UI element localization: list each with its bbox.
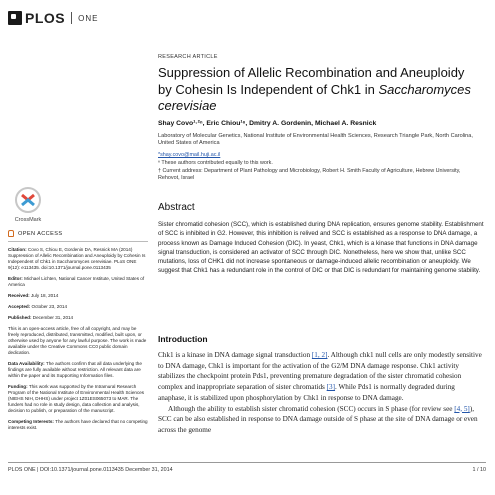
intro-text: ), SCC can be also established in response to DNA damage outside of S phase at the site of DNA damage or even across the genome bbox=[158, 404, 478, 434]
brand-name: PLOS bbox=[25, 10, 66, 26]
logo-divider bbox=[71, 12, 72, 24]
data-availability-label: Data Availability: bbox=[8, 361, 45, 366]
citation bbox=[8, 247, 148, 271]
abstract-heading: Abstract bbox=[158, 202, 195, 213]
intro-paragraph-1 bbox=[158, 350, 484, 404]
published-date: December 31, 2014 bbox=[32, 315, 74, 320]
intro-text: Although the ability to establish sister chromatid cohesion (SCC) occurs in S phase (for review see bbox=[168, 404, 455, 413]
author-list: Shay Covo¹·²ⁿ, Eric Chiou¹ⁿ, Dmitry A. Gordenin, Michael A. Resnick bbox=[158, 120, 377, 127]
open-access-label: OPEN ACCESS bbox=[18, 230, 63, 237]
intro-text: . Although chk1 null cells are only modestly sensitive to DNA damage, Chk1 is important for the activation of the G2/M DNA damage response. Chk1 activity stabilizes the checkpoint protein Pds1, preventing premature degradation of the sister chromatid cohesion complex and inappropriate separation of sister chromatids bbox=[158, 351, 482, 392]
competing-interests bbox=[8, 419, 148, 431]
reference-link[interactable]: [1, 2] bbox=[311, 351, 328, 359]
intro-text: . While Pds1 is normally degraded during anaphase, it is stabilized upon phosphorylation by Chk1 in response to DNA damage. bbox=[158, 383, 455, 402]
competing-interests-text: The authors have declared that no competing interests exist. bbox=[8, 419, 148, 430]
reference-link[interactable]: [4, 5] bbox=[454, 404, 470, 413]
article-title bbox=[158, 65, 478, 115]
competing-interests-label: Competing Interests: bbox=[8, 419, 54, 424]
plos-logo bbox=[8, 10, 98, 26]
title-text: Suppression of Allelic Recombination and Aneuploidy by Cohesin Is Independent of Chk1 in bbox=[158, 65, 465, 97]
affiliation: Laboratory of Molecular Genetics, National Institute of Environmental Health Sciences, Research Triangle Park, North Carolina, United States of America bbox=[158, 133, 473, 147]
page-footer bbox=[8, 467, 486, 473]
intro-paragraph-2 bbox=[158, 404, 484, 436]
open-lock-icon bbox=[8, 230, 14, 237]
editor-label: Editor: bbox=[8, 276, 23, 281]
reference-link[interactable]: [3] bbox=[326, 383, 336, 392]
crossmark-badge[interactable] bbox=[10, 185, 46, 225]
published bbox=[8, 315, 148, 321]
funding-label: Funding: bbox=[8, 384, 28, 389]
page-number: 1 / 10 bbox=[472, 467, 486, 473]
open-access-badge bbox=[8, 230, 148, 237]
accepted-label: Accepted: bbox=[8, 304, 31, 309]
current-address-note: † Current address: Department of Plant Pathology and Microbiology, Robert H. Smith Faculty of Agriculture, Hebrew University, Rehovot, Israel bbox=[158, 168, 461, 181]
sidebar-divider bbox=[8, 241, 148, 242]
journal-name: ONE bbox=[78, 13, 99, 23]
published-label: Published: bbox=[8, 315, 32, 320]
editor bbox=[8, 276, 148, 288]
citation-text: Covo S, Chiou E, Gordenin DA, Resnick MA (2014) Suppression of Allelic Recombination and Aneuploidy by Cohesin Is Independent of Chk1 in Saccharomyces cerevisiae. PLoS ONE 9(12): e113435. doi:10.1371/journal.pone.0113435 bbox=[8, 247, 146, 270]
received-label: Received: bbox=[8, 293, 30, 298]
accepted-date: October 23, 2014 bbox=[31, 304, 67, 309]
crossmark-label: CrossMark bbox=[14, 217, 42, 223]
article-type: RESEARCH ARTICLE bbox=[158, 54, 218, 60]
received-date: July 18, 2014 bbox=[31, 293, 59, 298]
footer-citation: PLOS ONE | DOI:10.1371/journal.pone.0113435 December 31, 2014 bbox=[8, 467, 173, 473]
citation-label: Citation: bbox=[8, 247, 27, 252]
plos-logo-icon bbox=[8, 11, 22, 25]
data-availability bbox=[8, 361, 148, 379]
footer-divider bbox=[8, 462, 486, 463]
funding bbox=[8, 384, 148, 414]
equal-contribution-note: ⁿ These authors contributed equally to this work. bbox=[158, 160, 273, 166]
corresponding-email-link[interactable]: *shay.covo@mail.huji.ac.il bbox=[158, 152, 221, 158]
editor-text: Michael Lichten, National Cancer Institute, United States of America bbox=[8, 276, 145, 287]
received bbox=[8, 293, 148, 299]
title-species: Saccharomyces cerevisiae bbox=[158, 81, 471, 113]
article-info-sidebar bbox=[8, 230, 148, 436]
accepted bbox=[8, 304, 148, 310]
funding-text: This work was supported by the Intramural Research Program of the National Institute of Environmental Health Sciences (NIEHS NIH, DHHS) under project 1Z01ES065073 to MAR. The funders had no role in study design, data collection and analysis, decision to publish, or preparation of the manuscript. bbox=[8, 384, 145, 413]
data-availability-text: The authors confirm that all data underlying the findings are fully available without restriction. All relevant data are within the paper and its Supporting Information files. bbox=[8, 361, 142, 378]
introduction-heading: Introduction bbox=[158, 334, 208, 344]
intro-text: Chk1 is a kinase in DNA damage signal transduction bbox=[158, 351, 312, 359]
crossmark-icon bbox=[10, 185, 46, 225]
introduction-body bbox=[158, 350, 484, 436]
license-text: This is an open-access article, free of all copyright, and may be freely reproduced, distributed, transmitted, modified, built upon, or otherwise used by anyone for any lawful purpose. The work is made available under the Creative Commons CC0 public domain dedication. bbox=[8, 326, 147, 355]
abstract-text: Sister chromatid cohesion (SCC), which is established during DNA replication, ensures genome stability. Establishment of SCC is inhibited in G2. However, this inhibition is relived and SCC is established as a response to DNA damage, a process known as Damage Induced Cohesion (DIC). In yeast, Chk1, which is a kinase that functions in DNA damage signal transduction, is considered an activator of SCC through DIC. Nonetheless, here we show that, unlike SCC mutations, loss of CHK1 did not increase spontaneous or damage-induced allelic recombination or aneuploidy. We suggest that Chk1 has a redundant role in the control of DIC or that DIC is redundant for maintaining genome stability. bbox=[158, 221, 484, 275]
